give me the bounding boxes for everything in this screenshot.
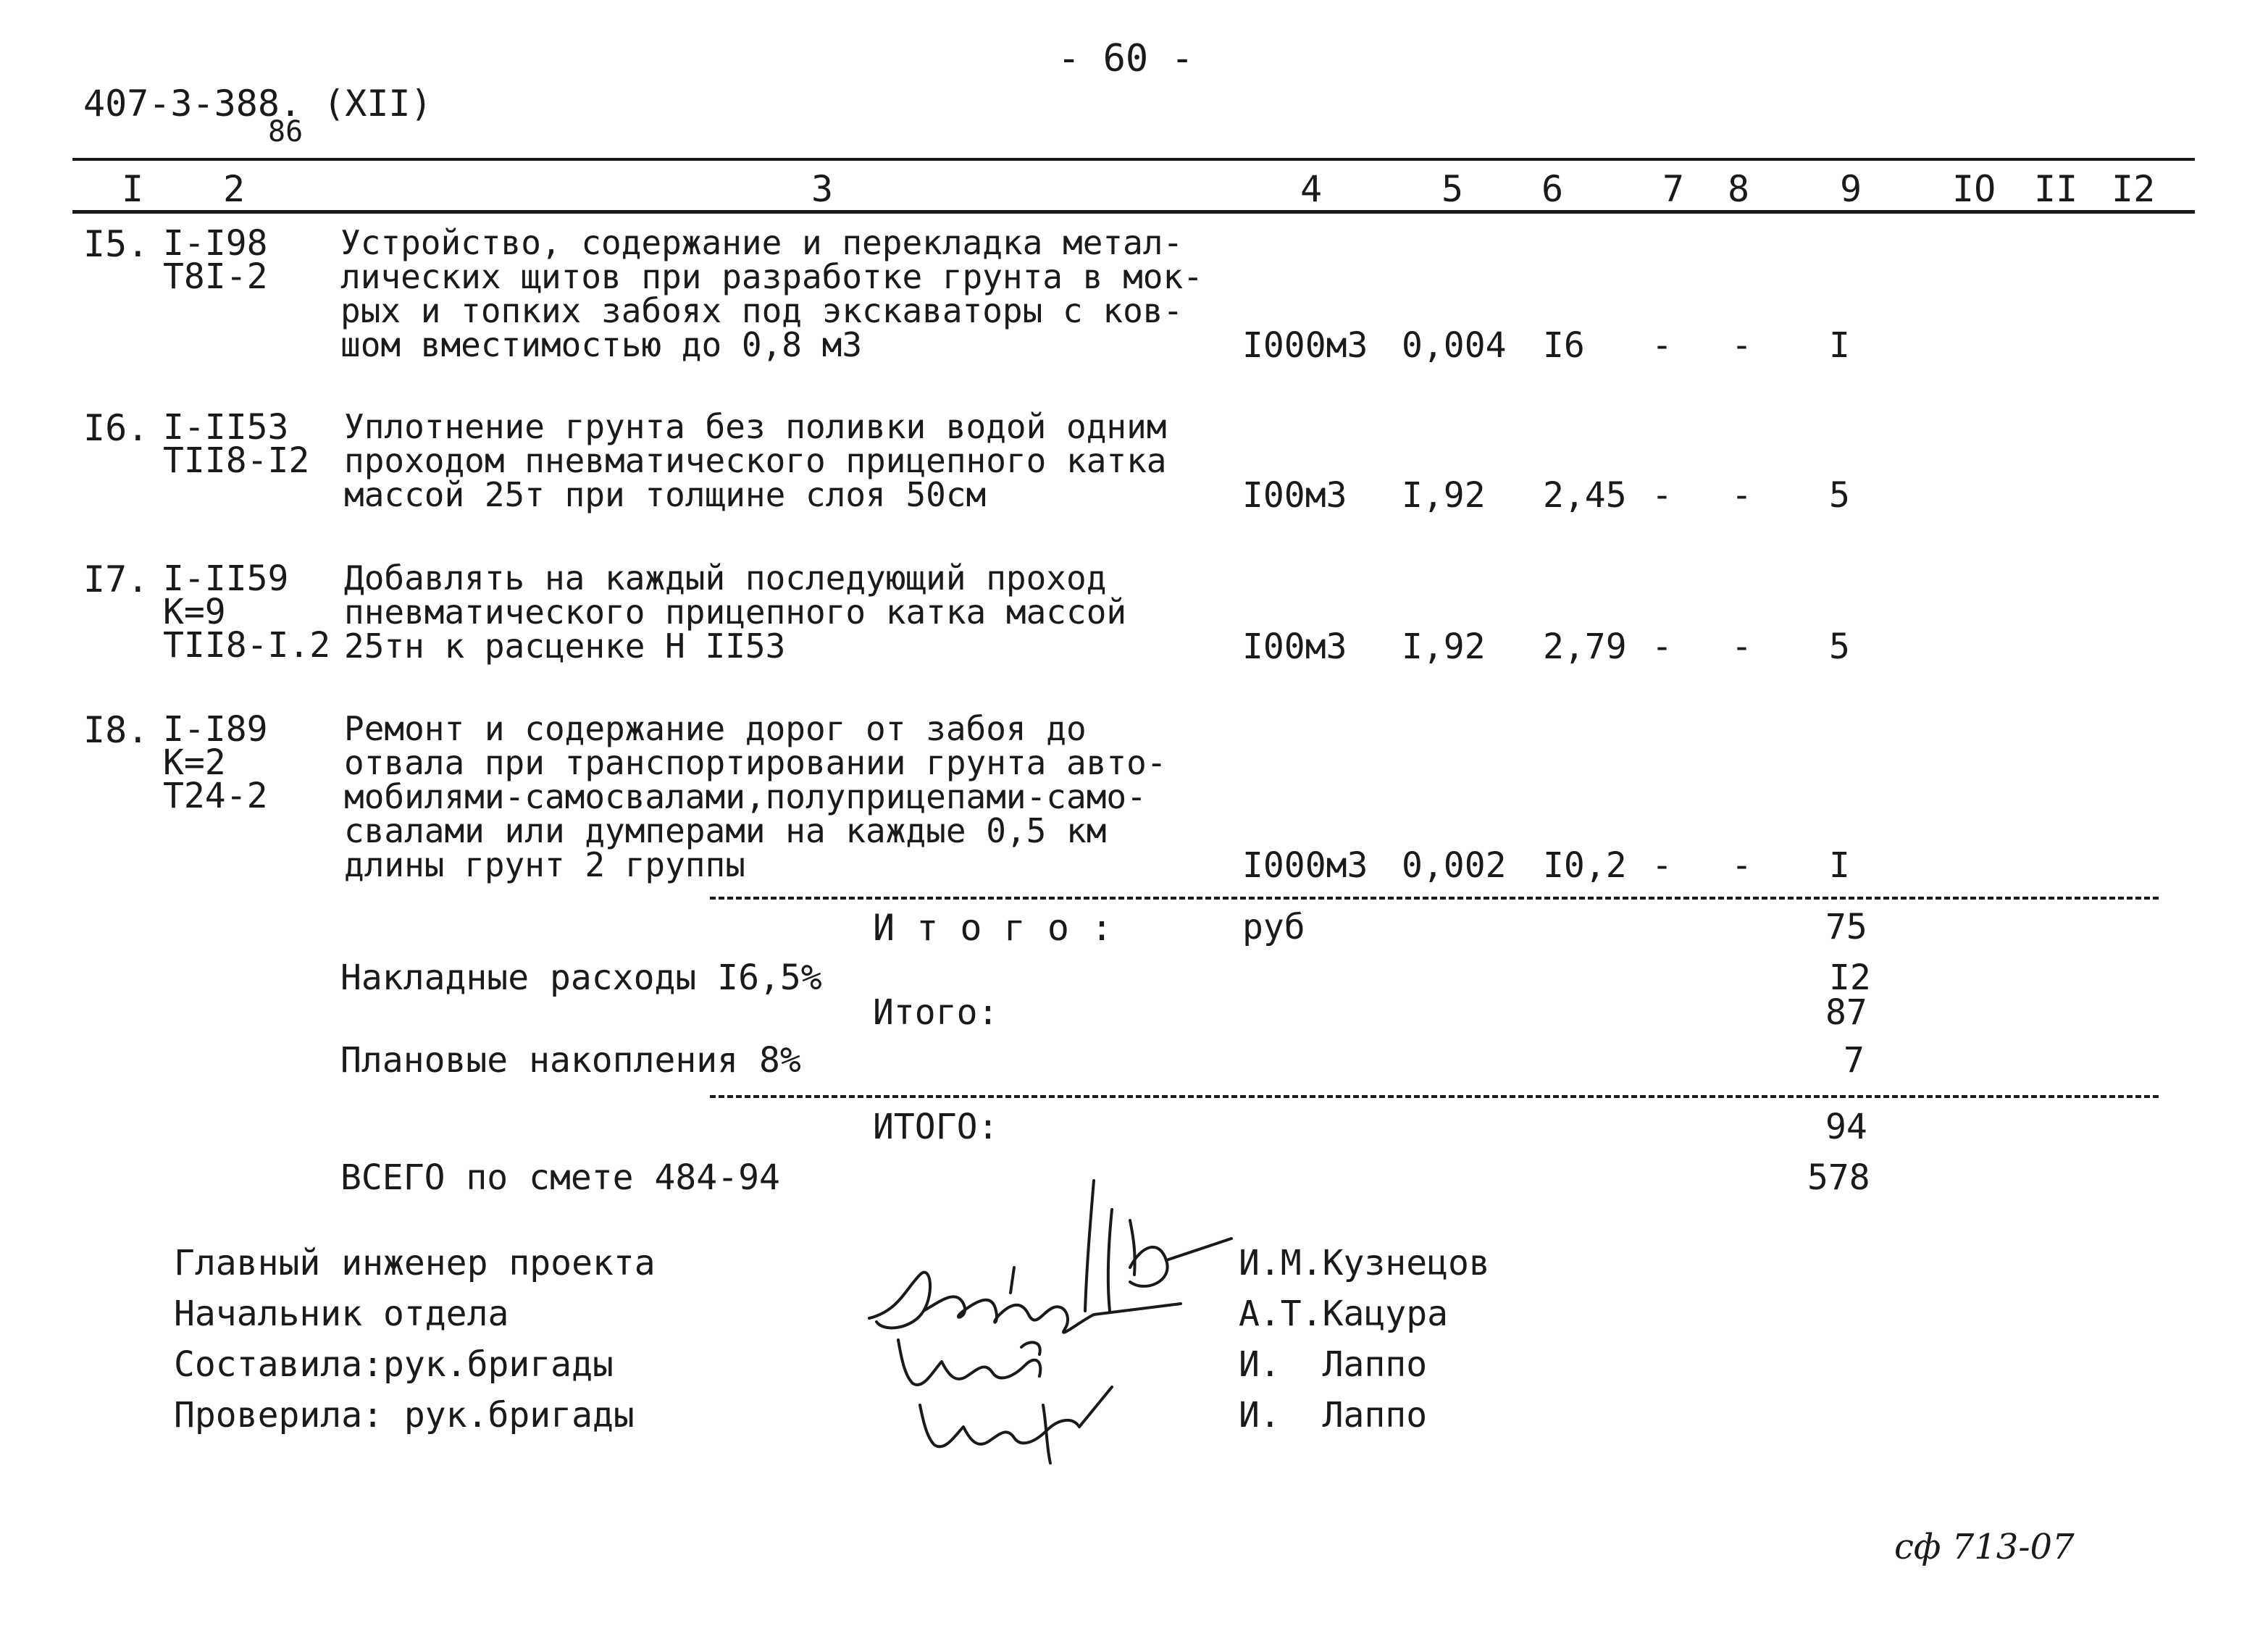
row-code: I-II53	[163, 407, 289, 448]
signatory-role: Начальник отдела	[174, 1294, 509, 1334]
row-code: I-II59	[163, 558, 289, 599]
row-description-line: проходом пневматического прицепного катка	[344, 441, 1167, 480]
row-col6: I6	[1543, 325, 1585, 366]
row-unit: I000м3	[1242, 325, 1368, 366]
column-header: 9	[1840, 168, 1862, 210]
signatory-role: Главный инженер проекта	[174, 1243, 656, 1283]
document-code: 407-3-388. (XII)	[83, 83, 432, 125]
row-description-line: 25тн к расценке Н II53	[344, 626, 786, 666]
savings-value: 7	[1844, 1040, 1865, 1081]
row-description-line: Уплотнение грунта без поливки водой одним	[344, 407, 1167, 446]
row-number: I7.	[83, 558, 149, 600]
overhead-value: I2	[1829, 957, 1871, 998]
row-col6: 2,45	[1543, 475, 1627, 516]
itogo2-value: 87	[1825, 992, 1867, 1033]
row-col9: 5	[1829, 626, 1850, 667]
row-description-line: лических щитов при разработке грунта в мок-	[340, 257, 1203, 296]
signatory-name: И. Лаппо	[1239, 1344, 1428, 1385]
itogo-value: 75	[1825, 907, 1867, 947]
dashed-separator	[710, 897, 2159, 900]
row-col7: -	[1652, 475, 1673, 516]
row-col9: I	[1829, 845, 1850, 886]
footer-code: сф 713-07	[1894, 1527, 2075, 1567]
page-number: - 60 -	[1058, 37, 1194, 80]
signatory-role: Составила:рук.бригады	[174, 1344, 614, 1385]
column-header: 8	[1728, 168, 1750, 210]
row-description-line: Ремонт и содержание дорог от забоя до	[344, 709, 1087, 748]
row-col5: I,92	[1402, 626, 1486, 667]
row-unit: I00м3	[1242, 475, 1347, 516]
row-col7: -	[1652, 626, 1673, 667]
column-header: I2	[2112, 168, 2156, 210]
row-unit: I000м3	[1242, 845, 1368, 886]
row-code: К=9	[163, 592, 226, 632]
row-code: I-I89	[163, 709, 268, 750]
savings-label: Плановые накопления 8%	[340, 1040, 801, 1081]
row-col9: I	[1829, 325, 1850, 366]
handwritten-signatures	[855, 1166, 1246, 1485]
column-header: I	[122, 168, 144, 210]
row-col8: -	[1731, 475, 1752, 516]
header-rule-bottom	[72, 210, 2195, 214]
row-number: I8.	[83, 709, 149, 751]
row-description-line: отвала при транспортировании грунта авто-	[344, 743, 1167, 782]
row-description-line: Устройство, содержание и перекладка метал-	[340, 223, 1184, 262]
row-description-line: свалами или думперами на каждые 0,5 км	[344, 811, 1107, 850]
signatory-name: А.Т.Кацура	[1239, 1294, 1448, 1334]
dashed-separator	[710, 1095, 2159, 1098]
row-col6: 2,79	[1543, 626, 1627, 667]
column-header: 5	[1441, 168, 1464, 210]
row-col5: I,92	[1402, 475, 1486, 516]
column-header: 2	[223, 168, 246, 210]
row-number: I5.	[83, 223, 149, 265]
document-code-subscript: 86	[268, 115, 304, 148]
row-col8: -	[1731, 845, 1752, 886]
row-col5: 0,002	[1402, 845, 1507, 886]
column-header: 3	[811, 168, 834, 210]
row-col6: I0,2	[1543, 845, 1627, 886]
row-code: TII8-I.2	[163, 625, 331, 666]
row-description-line: длины грунт 2 группы	[344, 845, 745, 884]
row-col5: 0,004	[1402, 325, 1507, 366]
row-code: К=2	[163, 742, 226, 783]
itogo3-label: ИТОГО:	[873, 1107, 999, 1147]
row-number: I6.	[83, 407, 149, 449]
row-description-line: пневматического прицепного катка массой	[344, 592, 1127, 632]
itogo2-label: Итого:	[873, 992, 999, 1033]
overhead-label: Накладные расходы I6,5%	[340, 957, 822, 998]
itogo3-value: 94	[1825, 1107, 1867, 1147]
row-description-line: рых и топких забоях под экскаваторы с ков-	[340, 291, 1184, 330]
column-header: 6	[1541, 168, 1564, 210]
grand-total-value: 578	[1807, 1157, 1870, 1198]
row-code: TII8-I2	[163, 440, 310, 481]
grand-total-label: ВСЕГО по смете 484-94	[340, 1157, 780, 1198]
column-header: IO	[1952, 168, 1996, 210]
itogo-unit: руб	[1242, 907, 1305, 947]
row-col8: -	[1731, 626, 1752, 667]
signatory-role: Проверила: рук.бригады	[174, 1395, 635, 1436]
row-code: I-I98	[163, 223, 268, 264]
column-header: 4	[1300, 168, 1323, 210]
row-col7: -	[1652, 845, 1673, 886]
row-col9: 5	[1829, 475, 1850, 516]
row-code: T8I-2	[163, 256, 268, 297]
header-rule-top	[72, 158, 2195, 161]
row-description-line: шом вместимостью до 0,8 м3	[340, 325, 863, 364]
signatory-name: И. Лаппо	[1239, 1395, 1428, 1436]
row-description-line: мобилями-самосвалами,полуприцепами-само-	[344, 777, 1147, 816]
row-description-line: массой 25т при толщине слоя 50см	[344, 475, 987, 514]
row-code: T24-2	[163, 776, 268, 816]
row-unit: I00м3	[1242, 626, 1347, 667]
itogo-label: И т о г о :	[873, 907, 1113, 949]
column-header: 7	[1662, 168, 1685, 210]
signatory-name: И.М.Кузнецов	[1239, 1243, 1490, 1283]
column-header: II	[2034, 168, 2078, 210]
row-col8: -	[1731, 325, 1752, 366]
row-description-line: Добавлять на каждый последующий проход	[344, 558, 1107, 598]
row-col7: -	[1652, 325, 1673, 366]
